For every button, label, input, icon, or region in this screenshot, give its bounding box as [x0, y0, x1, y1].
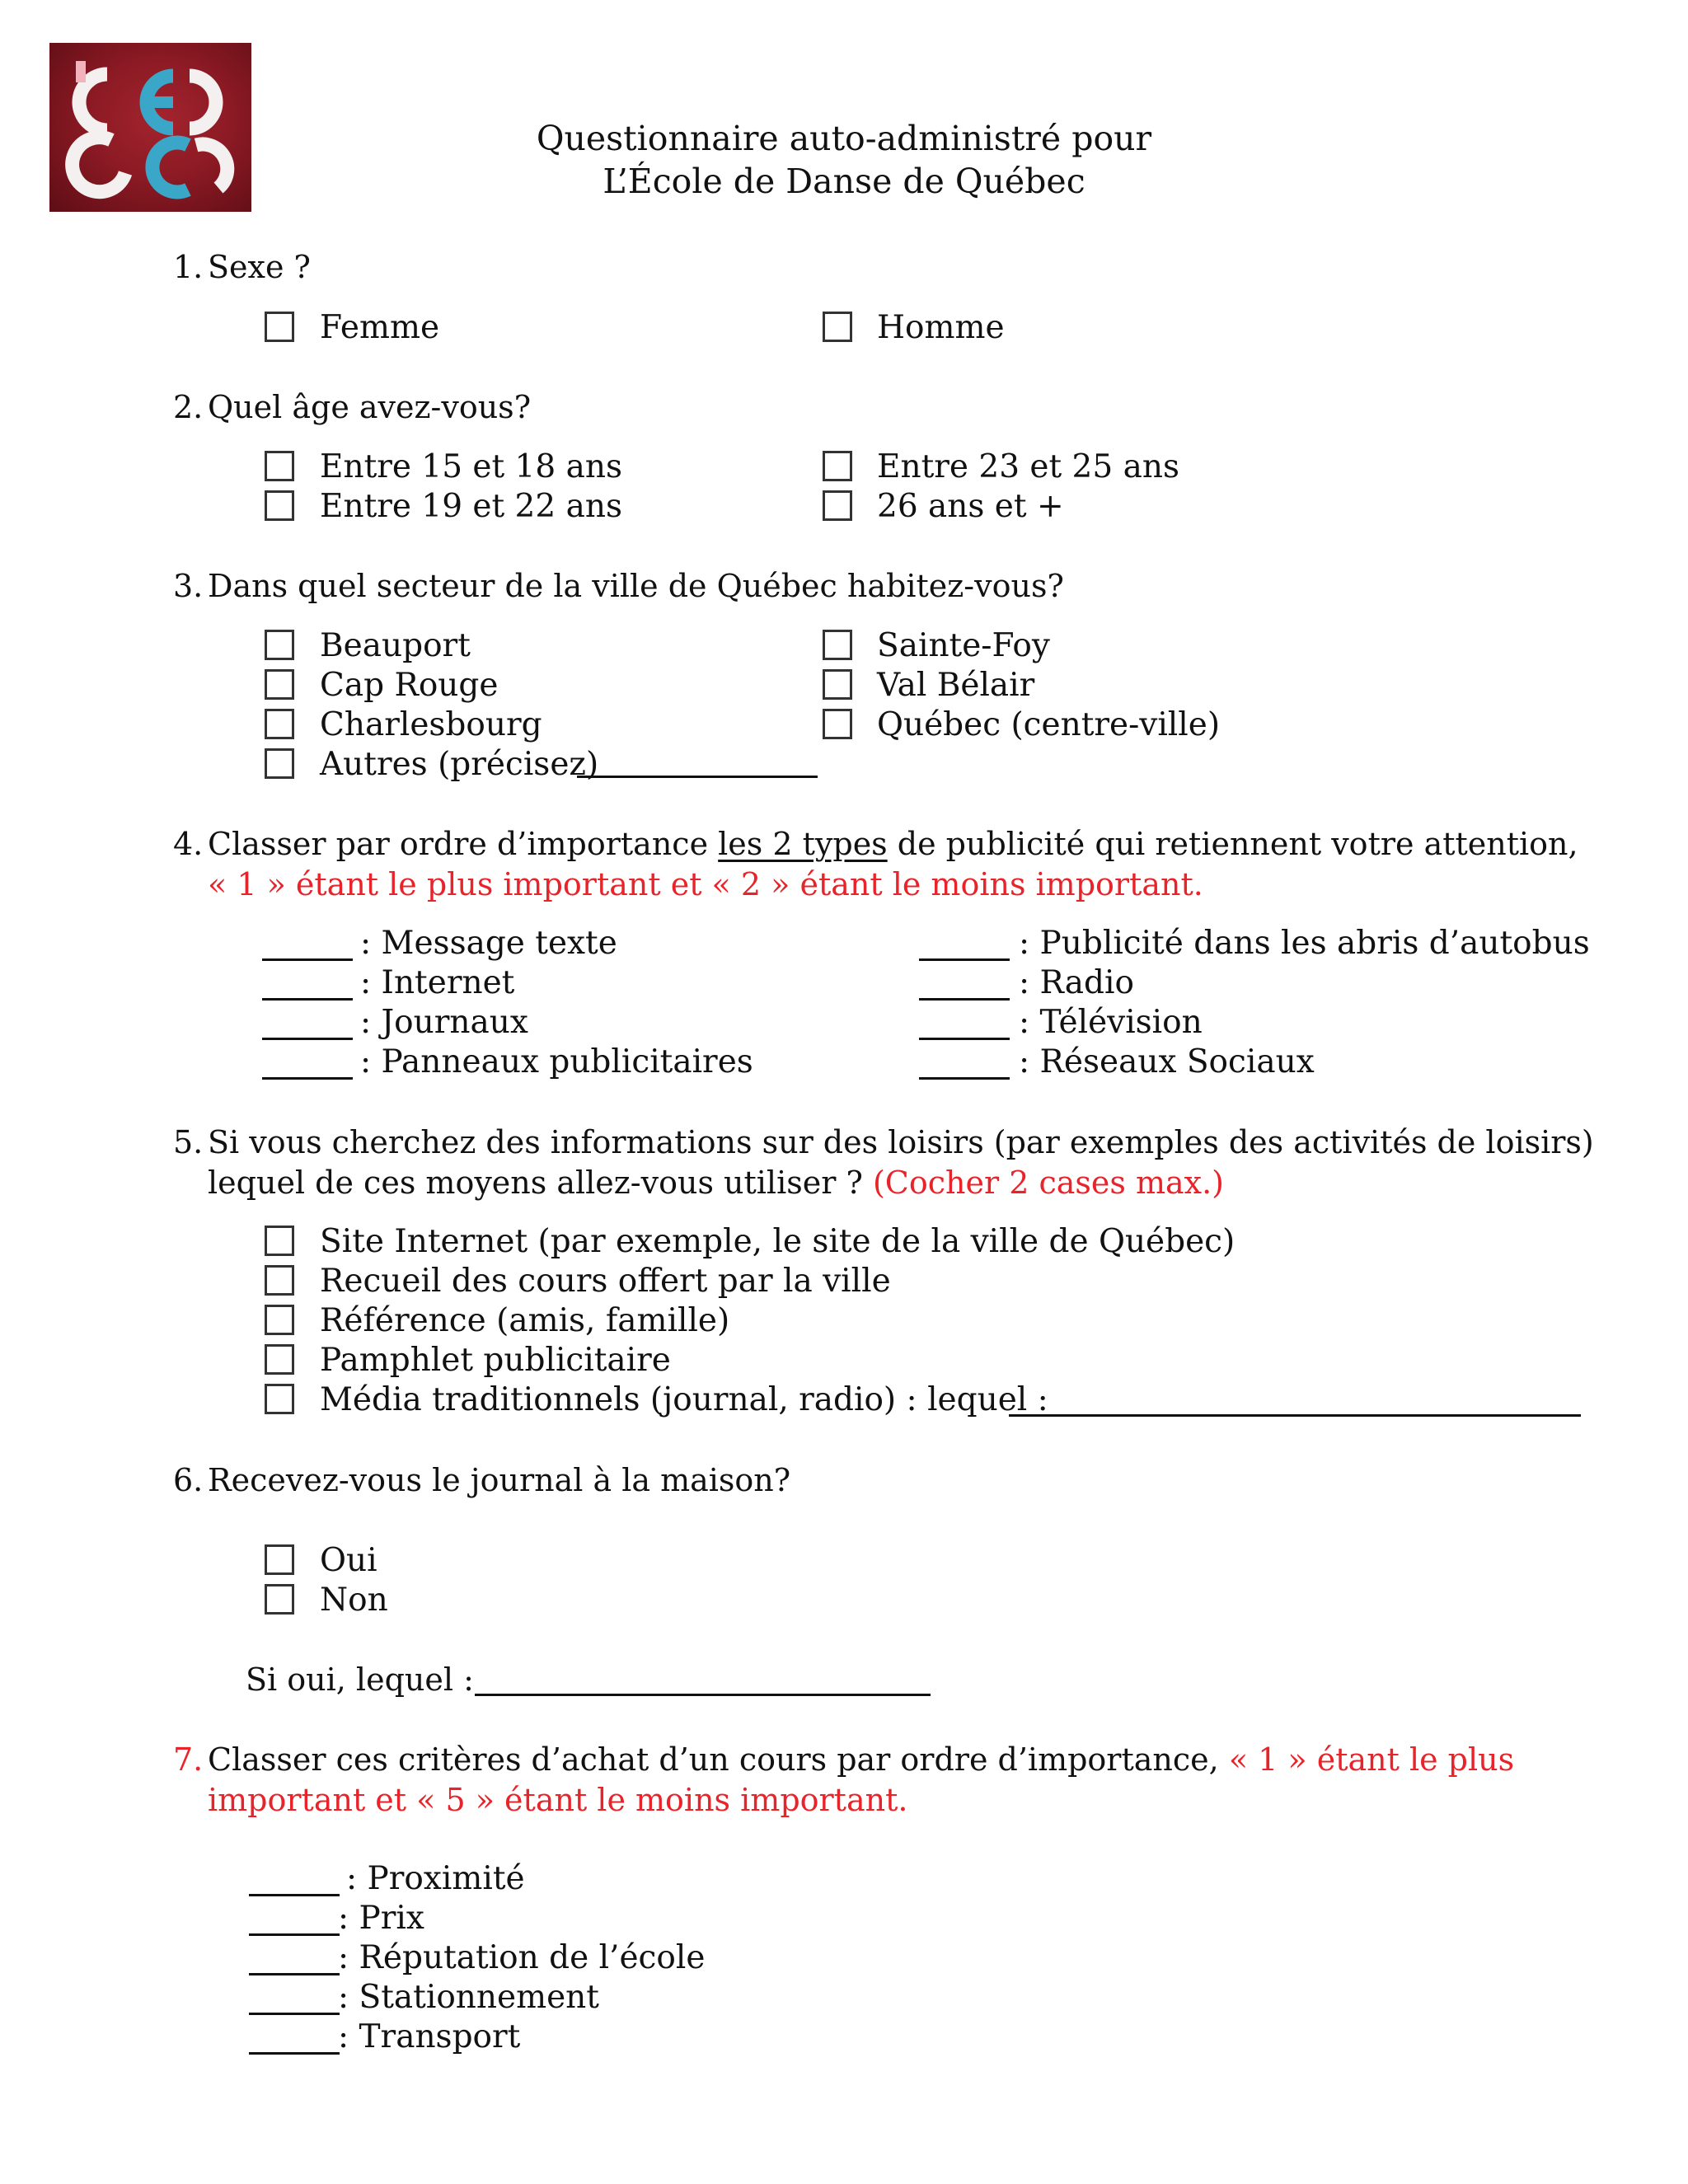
option-label: Sainte-Foy [877, 627, 1050, 664]
question-text: Sexe ? [208, 249, 311, 285]
question-text: lequel de ces moyens allez-vous utiliser ? [208, 1165, 873, 1201]
checkbox-cap-rouge[interactable] [265, 669, 294, 700]
option-label: Non [320, 1582, 388, 1619]
rank-blank[interactable] [262, 1038, 353, 1040]
option-label: Femme [320, 309, 440, 346]
checkbox-age-23-25[interactable] [823, 451, 852, 481]
question-7 [173, 1740, 1515, 1780]
rank-item-label: : Télévision [1019, 1004, 1203, 1041]
checkbox-reference[interactable] [265, 1305, 294, 1335]
question-7-instruction-line-2: important et « 5 » étant le moins important. [208, 1782, 908, 1818]
checkbox-oui[interactable] [265, 1544, 294, 1575]
autres-text-blank[interactable] [577, 776, 818, 778]
question-text: Si vous cherchez des informations sur des loisirs (par exemples des activités de loisirs) [208, 1124, 1594, 1160]
question-1 [173, 247, 311, 288]
rank-item-label: : Internet [360, 964, 515, 1001]
rank-blank[interactable] [919, 958, 1010, 961]
journal-text-blank[interactable] [475, 1694, 931, 1696]
option-label: Recueil des cours offert par la ville [320, 1263, 891, 1300]
checkbox-charlesbourg[interactable] [265, 709, 294, 739]
rank-item-label: : Journaux [360, 1004, 528, 1041]
rank-item-label: : Prix [338, 1900, 424, 1937]
question-text: Quel âge avez-vous? [208, 389, 532, 425]
question-5 [173, 1122, 1594, 1163]
checkbox-autres[interactable] [265, 748, 294, 779]
question-6-followup: Si oui, lequel : [246, 1661, 474, 1698]
rank-blank[interactable] [262, 998, 353, 1001]
option-label: Autres (précisez) [320, 746, 599, 783]
checkbox-beauport[interactable] [265, 630, 294, 660]
question-3 [173, 566, 1064, 607]
option-label: Québec (centre-ville) [877, 706, 1221, 743]
question-7-instruction: « 1 » étant le plus [1228, 1741, 1515, 1778]
checkbox-femme[interactable] [265, 312, 294, 342]
rank-item-label: : Transport [338, 2018, 521, 2055]
rank-blank[interactable] [262, 1077, 353, 1080]
question-text: Classer ces critères d’achat d’un cours par ordre d’importance, [208, 1741, 1229, 1778]
rank-blank[interactable] [249, 2052, 340, 2055]
rank-item-label: : Panneaux publicitaires [360, 1043, 753, 1080]
question-number: 6. [173, 1462, 204, 1498]
question-number: 3. [173, 568, 204, 604]
rank-blank[interactable] [919, 1038, 1010, 1040]
rank-item-label: : Réputation de l’école [338, 1939, 706, 1976]
question-number: 2. [173, 389, 204, 425]
rank-blank[interactable] [262, 958, 353, 961]
checkbox-non[interactable] [265, 1584, 294, 1615]
question-4 [173, 824, 1578, 865]
checkbox-homme[interactable] [823, 312, 852, 342]
question-6 [173, 1460, 791, 1501]
rank-item-label: : Radio [1019, 964, 1134, 1001]
rank-item-label: : Publicité dans les abris d’autobus [1019, 925, 1590, 962]
rank-blank[interactable] [249, 1973, 340, 1975]
rank-item-label: : Réseaux Sociaux [1019, 1043, 1315, 1080]
rank-blank[interactable] [919, 1077, 1010, 1080]
title-line-2: L’École de Danse de Québec [603, 162, 1085, 201]
document-title [0, 117, 1688, 203]
option-label: Cap Rouge [320, 667, 499, 704]
question-number: 4. [173, 826, 204, 862]
question-text: Recevez-vous le journal à la maison? [208, 1462, 791, 1498]
checkbox-age-19-22[interactable] [265, 490, 294, 521]
checkbox-recueil-cours[interactable] [265, 1265, 294, 1296]
option-label: Beauport [320, 627, 471, 664]
option-label: Site Internet (par exemple, le site de la ville de Québec) [320, 1223, 1236, 1260]
option-label: Charlesbourg [320, 706, 542, 743]
question-text: de publicité qui retiennent votre attention, [887, 826, 1578, 862]
option-label: Entre 19 et 22 ans [320, 488, 622, 525]
question-text: Dans quel secteur de la ville de Québec habitez-vous? [208, 568, 1064, 604]
rank-blank[interactable] [249, 1933, 340, 1936]
question-2 [173, 387, 532, 428]
question-5-line-2 [208, 1163, 1224, 1203]
checkbox-age-26-plus[interactable] [823, 490, 852, 521]
checkbox-sainte-foy[interactable] [823, 630, 852, 660]
checkbox-age-15-18[interactable] [265, 451, 294, 481]
rank-item-label: : Stationnement [338, 1979, 599, 2016]
rank-blank[interactable] [249, 2013, 340, 2015]
option-label: 26 ans et + [877, 488, 1064, 525]
question-number: 7. [173, 1741, 204, 1778]
question-4-instruction: « 1 » étant le plus important et « 2 » étant le moins important. [208, 866, 1203, 902]
checkbox-media-traditionnels[interactable] [265, 1384, 294, 1414]
title-line-1: Questionnaire auto-administré pour [536, 119, 1152, 158]
checkbox-val-belair[interactable] [823, 669, 852, 700]
question-number: 5. [173, 1124, 204, 1160]
option-label: Homme [877, 309, 1005, 346]
checkbox-quebec-centre-ville[interactable] [823, 709, 852, 739]
rank-item-label: : Proximité [346, 1860, 525, 1897]
question-5-instruction: (Cocher 2 cases max.) [872, 1165, 1224, 1201]
option-label: Média traditionnels (journal, radio) : lequel : [320, 1381, 1048, 1418]
rank-item-label: : Message texte [360, 925, 617, 962]
option-label: Entre 15 et 18 ans [320, 448, 622, 485]
option-label: Oui [320, 1542, 377, 1579]
media-text-blank[interactable] [1009, 1414, 1581, 1417]
option-label: Entre 23 et 25 ans [877, 448, 1179, 485]
option-label: Pamphlet publicitaire [320, 1342, 671, 1379]
question-number: 1. [173, 249, 204, 285]
checkbox-site-internet[interactable] [265, 1226, 294, 1256]
option-label: Val Bélair [877, 667, 1035, 704]
option-label: Référence (amis, famille) [320, 1302, 730, 1339]
rank-blank[interactable] [249, 1894, 340, 1896]
rank-blank[interactable] [919, 998, 1010, 1001]
checkbox-pamphlet[interactable] [265, 1344, 294, 1375]
question-text: Classer par ordre d’importance [208, 826, 719, 862]
question-text-underlined: les 2 types [718, 826, 888, 862]
